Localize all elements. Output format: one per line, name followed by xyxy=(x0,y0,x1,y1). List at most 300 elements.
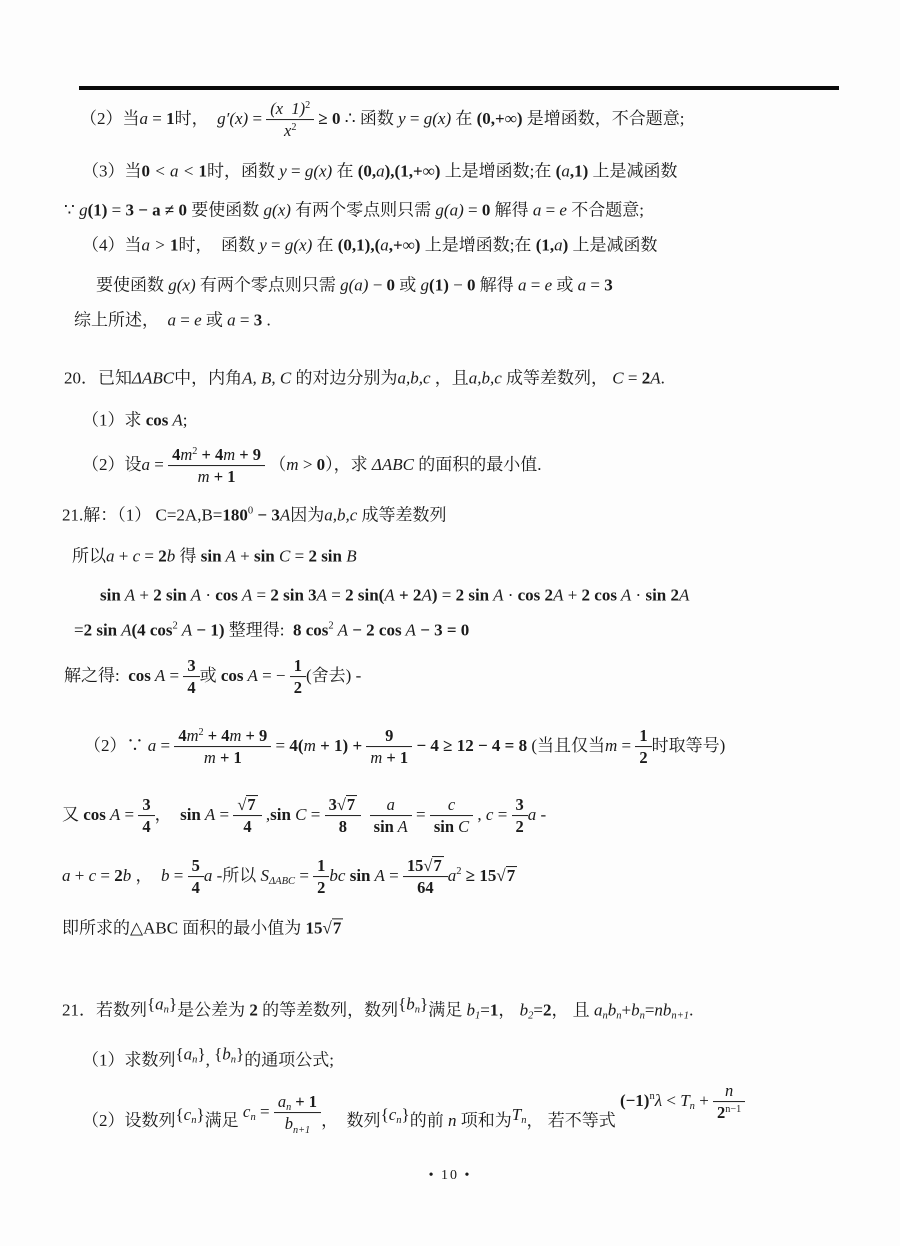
math-run: A xyxy=(384,585,395,605)
text-run: = xyxy=(286,161,305,181)
text-run: { xyxy=(214,1044,223,1064)
superscript: n−1 xyxy=(725,1104,742,1116)
subscript: n xyxy=(396,1115,402,1127)
math-run: a xyxy=(203,865,213,885)
bold-run: 2 sin xyxy=(153,585,187,605)
bold-run: 1 xyxy=(169,235,179,255)
text-run: = xyxy=(107,200,126,220)
superscript: 2 xyxy=(456,866,462,878)
text-run: = xyxy=(295,865,314,885)
math-run: a xyxy=(561,161,570,181)
subscript: n xyxy=(230,1054,237,1066)
math-run: a xyxy=(277,1092,287,1112)
math-run: A xyxy=(150,665,166,685)
text-run: = xyxy=(327,585,346,605)
text-run: = xyxy=(150,454,169,474)
text-run: ， xyxy=(154,804,181,824)
math-run: a,b,c xyxy=(324,505,358,525)
text-run: ， xyxy=(498,1000,520,1020)
bold-run: 2 sin 3 xyxy=(270,585,317,605)
text-run: 时，函数 xyxy=(206,161,280,181)
doc-line-9 xyxy=(82,445,542,487)
subscript: n xyxy=(414,1004,421,1016)
math-run: y xyxy=(279,161,287,181)
bold-run: 2 xyxy=(158,546,167,566)
text-run: （3）当 xyxy=(82,161,142,181)
math-run: a xyxy=(380,235,389,255)
text-run: 时取等号) xyxy=(651,735,726,755)
superscript: 2 xyxy=(192,445,198,457)
bold-run: 1 xyxy=(317,856,326,876)
math-run: a xyxy=(577,275,587,295)
math-run: A xyxy=(105,804,121,824)
text-run: ， 数列 xyxy=(321,1110,381,1130)
text-run: 21．若数列 xyxy=(62,1000,147,1020)
sqrt-radical xyxy=(237,795,257,813)
text-run: 时， 函数 xyxy=(178,235,260,255)
doc-line-13 xyxy=(74,619,469,640)
bold-run: (−1) xyxy=(619,1090,650,1110)
fraction-numerator xyxy=(370,795,412,816)
bold-run: 2 xyxy=(641,368,651,388)
bold-run: 2 sin xyxy=(308,546,342,566)
math-run: A xyxy=(200,804,216,824)
math-run: A xyxy=(168,410,183,430)
text-run: } xyxy=(197,1044,206,1064)
doc-line-8 xyxy=(82,409,187,430)
math-run: (x 1) xyxy=(270,99,306,119)
bold-run: 0 xyxy=(316,454,326,474)
math-run: A xyxy=(221,546,236,566)
math-run: b xyxy=(122,865,132,885)
bold-run: − 2 cos xyxy=(348,620,402,640)
page-number: • 10 • xyxy=(428,1168,472,1183)
math-run: g′(x) xyxy=(217,108,249,128)
bold-run: sin xyxy=(270,804,291,824)
text-run: 解得 xyxy=(475,275,518,295)
fraction-numerator xyxy=(366,726,412,747)
bold-run: 0 xyxy=(481,200,491,220)
math-run: a xyxy=(167,310,176,330)
fraction-numerator xyxy=(188,856,204,877)
fraction xyxy=(403,856,448,898)
text-run: 或 xyxy=(199,665,221,685)
text-run: = xyxy=(169,865,188,885)
fraction xyxy=(138,795,154,837)
text-run: ， 若不等式 xyxy=(526,1110,620,1130)
math-run: e xyxy=(559,200,567,220)
fraction xyxy=(188,856,204,898)
text-run: 上是减函数 xyxy=(568,235,658,255)
math-run: m xyxy=(605,735,618,755)
bold-run: + 1 xyxy=(382,748,409,768)
bold-run: cos xyxy=(145,410,169,430)
fraction-numerator xyxy=(138,795,154,816)
text-run: , xyxy=(261,804,271,824)
bold-run: ( xyxy=(555,161,562,181)
text-run: { xyxy=(380,1104,389,1124)
superscript: 2 xyxy=(305,99,311,111)
text-run: （2）∵ xyxy=(84,735,148,755)
bold-run: sin xyxy=(373,817,394,837)
fraction-denominator xyxy=(168,467,265,487)
text-run: 不合题意; xyxy=(566,200,644,220)
radicand: 7 xyxy=(247,795,256,815)
subscript: n xyxy=(639,1010,645,1022)
math-run: g(a) xyxy=(435,200,464,220)
bold-run: (1, xyxy=(535,235,555,255)
fraction-denominator xyxy=(366,748,412,768)
text-run: 要使函数 xyxy=(187,200,264,220)
fraction xyxy=(174,726,271,768)
text-run: （1）求 xyxy=(82,410,146,430)
bold-run: 2 sin xyxy=(455,585,490,605)
math-run: e xyxy=(544,275,553,295)
text-run: 中，内角 xyxy=(174,368,243,388)
bold-run: 0 xyxy=(386,275,396,295)
bold-run: + 2 xyxy=(394,585,422,605)
bold-run: 2 cos xyxy=(581,585,617,605)
fraction xyxy=(290,656,306,698)
bold-run: 5 xyxy=(191,856,200,876)
text-run: = xyxy=(235,310,254,330)
fraction-numerator xyxy=(403,856,448,877)
bold-run: + 1 xyxy=(209,467,236,487)
fraction-numerator xyxy=(713,1081,745,1102)
text-run: − xyxy=(448,275,467,295)
subscript: 2 xyxy=(528,1010,534,1022)
text-run: + xyxy=(563,585,582,605)
bold-run: 1 xyxy=(166,108,175,128)
doc-line-14 xyxy=(64,656,361,698)
math-run: b xyxy=(519,1000,529,1020)
bold-run: + 4 xyxy=(197,445,224,465)
math-run: c xyxy=(132,546,141,566)
text-run: (当且仅当 xyxy=(527,735,606,755)
text-run: ， xyxy=(131,865,161,885)
text-run: = xyxy=(533,1000,543,1020)
bold-run: (0, xyxy=(357,161,377,181)
fraction xyxy=(325,795,362,837)
math-group xyxy=(243,1092,321,1134)
text-run: 是增函数，不合题意; xyxy=(522,108,685,128)
math-run: m xyxy=(203,748,216,768)
math-run: a xyxy=(527,804,537,824)
text-run: 在 xyxy=(451,108,477,128)
math-run: e xyxy=(194,310,202,330)
text-run: = xyxy=(623,368,642,388)
math-run: g(x) xyxy=(284,235,313,255)
doc-line-16 xyxy=(62,795,546,837)
math-run: g(x) xyxy=(304,161,333,181)
bold-run: 1 xyxy=(293,656,303,676)
fraction-denominator xyxy=(325,817,362,837)
radical-sign: √ xyxy=(336,795,346,815)
math-run: b xyxy=(160,865,170,885)
math-run: x xyxy=(284,121,292,141)
doc-line-6 xyxy=(74,309,271,330)
text-run: 要使函数 xyxy=(96,275,169,295)
bold-run: + 4 xyxy=(203,726,230,746)
text-run: = xyxy=(248,108,267,128)
math-run: m xyxy=(180,445,193,465)
bold-run: sin 2 xyxy=(645,585,680,605)
math-group xyxy=(147,993,177,1014)
math-run: m xyxy=(197,467,210,487)
text-run: = xyxy=(271,735,290,755)
fraction xyxy=(512,795,528,837)
math-run: T xyxy=(511,1104,522,1124)
doc-line-19 xyxy=(62,994,694,1022)
math-run: a > xyxy=(141,235,170,255)
bold-run: 4 xyxy=(178,726,187,746)
math-run: a xyxy=(593,1000,603,1020)
radical-sign: √ xyxy=(496,865,506,885)
text-run: 又 xyxy=(62,804,84,824)
math-run: m xyxy=(370,748,383,768)
bold-run: − 3 xyxy=(253,505,280,525)
bold-run: + 9 xyxy=(235,445,262,465)
fraction-numerator xyxy=(290,656,306,677)
math-run: A xyxy=(393,817,408,837)
fraction-numerator xyxy=(233,795,261,816)
math-run: A xyxy=(679,585,690,605)
doc-line-10 xyxy=(62,504,447,525)
bold-run: 4 xyxy=(172,445,181,465)
text-run: . xyxy=(689,1000,694,1020)
text-run: ∵ xyxy=(64,200,80,220)
math-group xyxy=(381,1104,410,1125)
text-run: 解得 xyxy=(490,200,533,220)
doc-line-20 xyxy=(82,1044,334,1070)
bold-run: 1 xyxy=(489,1000,499,1020)
text-run: （ xyxy=(265,454,287,474)
text-run: 的对边分别为 xyxy=(291,368,398,388)
text-run: = xyxy=(215,804,234,824)
text-run: ∴ 函数 xyxy=(340,108,399,128)
math-run: a xyxy=(183,1044,193,1064)
fraction xyxy=(168,445,265,487)
bold-run: 9 xyxy=(385,726,394,746)
bold-run: + 1) + xyxy=(315,735,367,755)
superscript: 0 xyxy=(247,505,254,517)
text-run: 项和为 xyxy=(456,1110,512,1130)
text-run: + xyxy=(70,865,89,885)
math-run: a xyxy=(532,200,542,220)
text-run: 因为 xyxy=(290,505,325,525)
fraction xyxy=(366,726,412,768)
text-run: = xyxy=(405,108,424,128)
math-run: A xyxy=(243,665,258,685)
superscript: 2 xyxy=(172,620,178,632)
text-run: 整理得: xyxy=(224,620,293,640)
math-run: A xyxy=(279,505,291,525)
text-run: , xyxy=(473,804,486,824)
text-run: { xyxy=(175,1044,184,1064)
fraction xyxy=(266,99,314,141)
bold-run: ) xyxy=(431,585,438,605)
text-run: ），求 xyxy=(325,454,372,474)
fraction xyxy=(635,726,651,768)
math-run: A xyxy=(333,620,348,640)
fraction xyxy=(430,795,473,837)
math-run: b xyxy=(406,994,415,1014)
math-run: a xyxy=(554,235,563,255)
subscript: n xyxy=(192,1054,198,1066)
sqrt-radical xyxy=(496,866,517,885)
text-run: = xyxy=(176,310,195,330)
fraction-denominator xyxy=(274,1114,321,1134)
subscript: n xyxy=(163,1004,169,1016)
fraction-denominator xyxy=(370,817,412,837)
fraction-numerator xyxy=(430,795,473,816)
fraction xyxy=(233,795,261,837)
fraction-numerator xyxy=(635,726,651,747)
text-run: 有两个零点则只需 xyxy=(290,200,436,220)
radicand: 7 xyxy=(433,856,442,876)
fraction-denominator xyxy=(188,878,204,898)
fraction-denominator xyxy=(290,678,306,698)
bold-run: cos 2 xyxy=(517,585,554,605)
bold-run: 2 xyxy=(114,865,123,885)
math-run: m xyxy=(286,454,299,474)
math-run: a xyxy=(517,275,527,295)
math-run: bc xyxy=(329,865,346,885)
bold-run: sin xyxy=(253,546,275,566)
math-run: c xyxy=(88,865,97,885)
bold-run: 1 xyxy=(639,726,648,746)
bold-run: cos xyxy=(220,665,244,685)
bold-run: 2 xyxy=(717,1103,726,1123)
text-run xyxy=(361,805,370,824)
math-run: n xyxy=(447,1110,457,1130)
text-run: -所以 xyxy=(212,865,261,885)
fraction xyxy=(313,856,329,898)
math-run: b xyxy=(222,1044,231,1064)
subscript: n+1 xyxy=(671,1010,690,1022)
text-run: 成等差数列， xyxy=(501,368,613,388)
text-run: − xyxy=(368,275,387,295)
bold-run: − 4 ≥ 12 − 4 = 8 xyxy=(412,735,528,755)
subscript: n xyxy=(602,1010,608,1022)
math-group xyxy=(620,1081,745,1123)
text-run: 即所求的△ABC 面积的最小值为 xyxy=(62,918,306,938)
bold-run: 0 xyxy=(141,161,150,181)
math-run: g xyxy=(79,200,88,220)
fraction-denominator xyxy=(266,121,314,141)
math-run: a xyxy=(147,735,157,755)
text-run: 成等差数列 xyxy=(357,505,447,525)
text-run: } xyxy=(236,1044,245,1064)
bold-run: + 1 xyxy=(291,1092,318,1112)
bold-run: ,+∞) xyxy=(388,235,421,255)
text-run: = xyxy=(411,804,430,824)
bold-run: (0,+∞) xyxy=(476,108,523,128)
text-run: = xyxy=(266,235,285,255)
math-run: a,b,c xyxy=(397,368,431,388)
bold-run: 2 xyxy=(249,1000,258,1020)
text-run: （2）当 xyxy=(80,108,140,128)
fraction-numerator xyxy=(512,795,528,816)
text-run: } xyxy=(196,1104,205,1124)
radical-sign: √ xyxy=(423,856,433,876)
math-run: S xyxy=(260,865,269,885)
math-run: y xyxy=(259,235,267,255)
text-run: 满足 xyxy=(204,1110,243,1130)
math-run: A xyxy=(370,865,385,885)
math-run: a xyxy=(106,546,115,566)
sqrt-radical xyxy=(423,856,443,874)
subscript: n+1 xyxy=(293,1124,311,1136)
sqrt-radical xyxy=(337,795,357,813)
radicand: 7 xyxy=(346,795,356,815)
doc-line-1 xyxy=(80,99,684,141)
bold-run: 64 xyxy=(417,878,434,898)
bold-run: 3 xyxy=(515,795,524,815)
text-run: 或 xyxy=(201,310,228,330)
text-run: ， 且 xyxy=(551,1000,594,1020)
bold-run: − 1) xyxy=(192,620,225,640)
text-run: { xyxy=(398,994,407,1014)
fraction-denominator xyxy=(233,817,261,837)
doc-line-2 xyxy=(82,160,678,181)
fraction-denominator xyxy=(403,878,448,898)
text-run: } xyxy=(401,1104,410,1124)
math-run: b xyxy=(166,546,176,566)
math-run: A xyxy=(421,585,432,605)
text-run: } xyxy=(420,994,429,1014)
text-run: ; xyxy=(182,410,188,430)
text-run: 上是增函数;在 xyxy=(440,161,556,181)
text-run: （2）设 xyxy=(82,454,142,474)
text-run: + xyxy=(235,546,254,566)
bold-run: 3 xyxy=(142,795,151,815)
math-run: A xyxy=(489,585,504,605)
bold-run: 3 − a ≠ 0 xyxy=(125,200,188,220)
text-run: 是公差为 xyxy=(177,1000,250,1020)
text-run: 有两个零点则只需 xyxy=(195,275,341,295)
radical-sign: √ xyxy=(322,918,332,938)
fraction xyxy=(183,656,199,698)
math-run: B xyxy=(341,546,357,566)
math-run: a xyxy=(141,454,150,474)
math-run: y xyxy=(398,108,406,128)
math-run: A xyxy=(401,620,416,640)
text-run: + xyxy=(114,546,133,566)
text-run: = xyxy=(148,108,167,128)
text-run: · xyxy=(201,585,216,605)
text-run: + xyxy=(621,1000,632,1020)
bold-run: 2 sin( xyxy=(345,585,385,605)
bold-run: ≥ 0 xyxy=(318,108,341,128)
fraction-denominator xyxy=(713,1103,745,1123)
subscript: n xyxy=(616,1010,622,1022)
bold-run: 4 xyxy=(243,817,252,837)
math-run: A xyxy=(120,585,136,605)
bold-run: (1) xyxy=(87,200,108,220)
math-run: b xyxy=(607,1000,617,1020)
text-run: (舍去) - xyxy=(306,665,362,685)
bold-run: 15 xyxy=(406,856,424,876)
text-run: = xyxy=(290,546,309,566)
fraction-numerator xyxy=(174,726,271,747)
bold-run: (1) xyxy=(429,275,449,295)
doc-line-21 xyxy=(82,1081,745,1143)
bold-run: (0,1),( xyxy=(337,235,381,255)
bold-run: 4 xyxy=(191,878,200,898)
math-run: g(x) xyxy=(168,275,196,295)
doc-line-12 xyxy=(100,584,689,605)
